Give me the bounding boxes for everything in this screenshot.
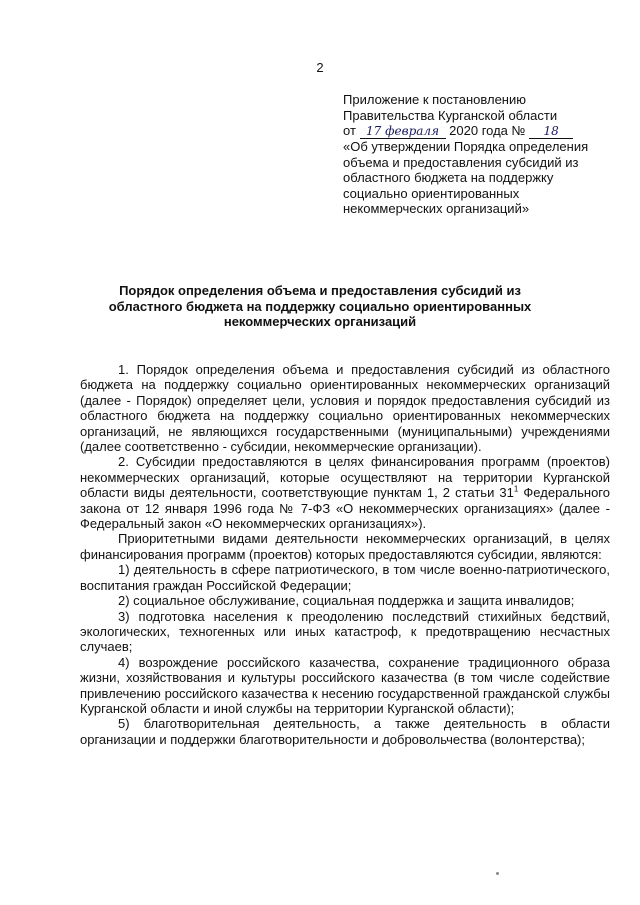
paragraph-3: Приоритетными видами деятельности некоммерческих организаций, в целях финансирования программ (проектов) которых предоставляются субсидии, являются:	[80, 531, 610, 562]
appendix-line-1: Приложение к постановлению	[343, 92, 526, 107]
appendix-line-6: областного бюджета на поддержку	[343, 170, 554, 185]
paragraph-1: 1. Порядок определения объема и предоставления субсидий из областного бюджета на поддержку социально ориентированных некоммерческих организаций (далее - Порядок) определяет цели, условия и порядок предоставления субсидий из областного бюджета на поддержку социально ориентированных некоммерческих организаций, не являющихся государственными (муниципальными) учреждениями (далее соответственно - субсидии, некоммерческие организации).	[80, 362, 610, 455]
appendix-line-8: некоммерческих организаций»	[343, 201, 530, 216]
list-item-5: 5) благотворительная деятельность, а также деятельность в области организации и поддержки благотворительности и добровольчества (волонтерства);	[80, 716, 610, 747]
scan-dot	[496, 872, 499, 875]
appendix-line-7: социально ориентированных	[343, 185, 520, 201]
handwritten-number	[529, 124, 573, 139]
appendix-line-2: Правительства Курганской области	[343, 107, 558, 123]
paragraph-2	[80, 454, 610, 531]
appendix-line-5: объема и предоставления субсидий из	[343, 154, 579, 170]
appendix-date-line	[343, 123, 613, 139]
handwritten-date-text: 17 февраля	[366, 124, 440, 138]
document-body	[80, 362, 610, 747]
list-item-4: 4) возрождение российского казачества, сохранение традиционного образа жизни, хозяйствования и культуры российского казачества (в том числе содействие привлечению российского казачества к несению государственной гражданской службы Курганской области и иной службы на территории Курганской области);	[80, 654, 610, 716]
list-item-2: 2) социальное обслуживание, социальная поддержка и защита инвалидов;	[118, 593, 575, 609]
year-text: 2020 года №	[449, 123, 526, 138]
list-item-1: 1) деятельность в сфере патриотического, в том числе военно-патриотического, воспитания граждан Российской Федерации;	[80, 562, 610, 593]
paragraph-2-part-b: Федерального закона от 12 января 1996 года № 7-ФЗ «О некоммерческих организациях» (далее - Федеральный закон «О некоммерческих организациях»).	[80, 485, 610, 532]
list-item-3: 3) подготовка населения к преодолению последствий стихийных бедствий, экологических, техногенных или иных катастроф, к предотвращению несчастных случаев;	[80, 608, 610, 655]
superscript: 1	[513, 484, 519, 494]
appendix-block	[343, 92, 613, 217]
handwritten-date	[360, 124, 446, 139]
document-title: Порядок определения объема и предоставления субсидий из областного бюджета на поддержку социально ориентированных некоммерческих организаций	[108, 283, 532, 329]
handwritten-number-text: 18	[543, 124, 559, 138]
appendix-line-4: «Об утверждении Порядка определения	[343, 139, 589, 154]
paragraph-2-part-a: 2. Субсидии предоставляются в целях финансирования программ (проектов) некоммерческих организаций, которые осуществляют на территории Курганской области виды деятельности, соответствующие пунктам 1, 2 статьи 31	[80, 454, 610, 501]
from-label: от	[343, 123, 356, 138]
page-number: 2	[316, 60, 324, 75]
